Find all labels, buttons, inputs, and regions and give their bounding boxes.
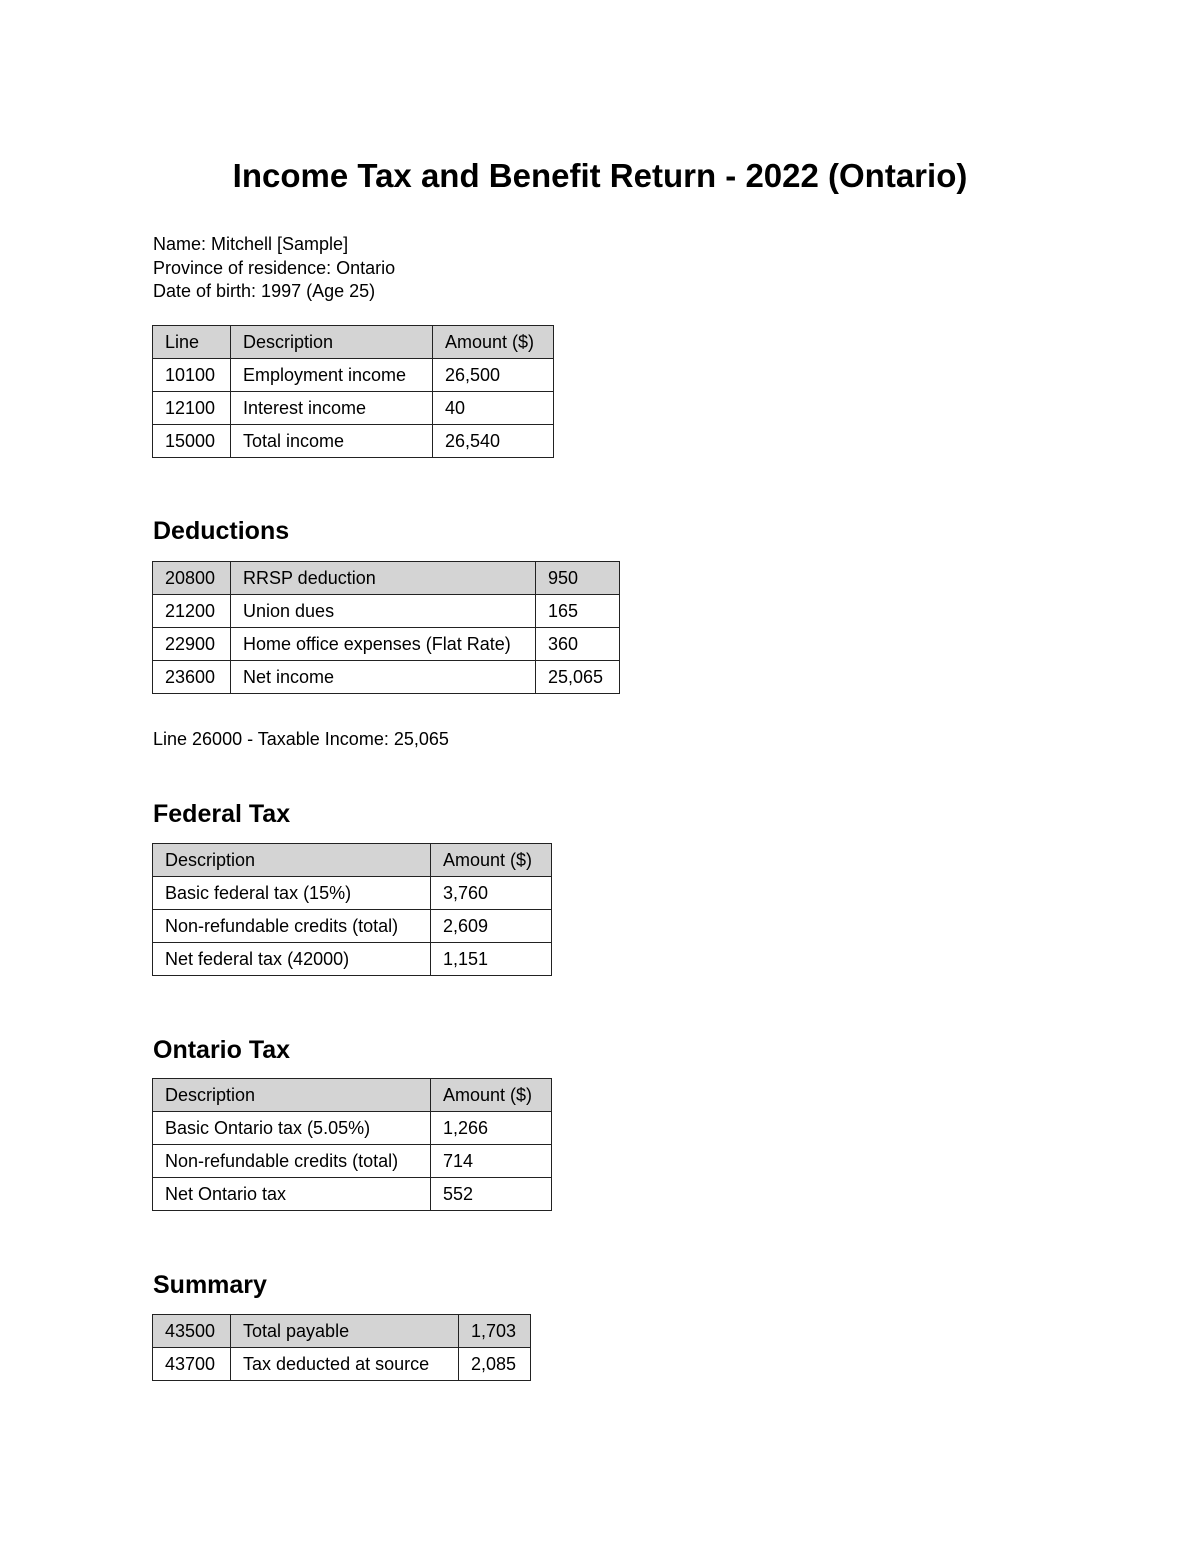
amount-cell: 1,703 [459,1315,531,1348]
taxpayer-info [153,233,395,304]
table-row [153,1348,531,1381]
table-row [153,1178,552,1211]
table-row [153,359,554,392]
line-number-cell: 10100 [153,359,231,392]
table-header-row [153,326,554,359]
column-header: Amount ($) [433,326,554,359]
table-header-row [153,844,552,877]
date-of-birth: Date of birth: 1997 (Age 25) [153,281,376,301]
amount-cell: 3,760 [431,877,552,910]
taxpayer-name: Name: Mitchell [Sample] [153,234,349,254]
line-number-cell: 43700 [153,1348,231,1381]
description-cell: Net federal tax (42000) [153,943,431,976]
amount-cell: 552 [431,1178,552,1211]
province-of-residence: Province of residence: Ontario [153,257,396,278]
amount-cell: 950 [536,562,620,595]
deductions-heading: Deductions [153,517,290,545]
summary-heading: Summary [153,1271,267,1299]
table-row [153,562,620,595]
description-cell: Interest income [231,392,433,425]
description-cell: Net Ontario tax [153,1178,431,1211]
amount-cell: 26,500 [433,359,554,392]
table-row [153,595,620,628]
amount-cell: 360 [536,628,620,661]
table-row [153,877,552,910]
page-title: Income Tax and Benefit Return - 2022 (Ontario) [232,157,968,194]
table-row [153,425,554,458]
description-cell: Non-refundable credits (total) [153,1145,431,1178]
table-row [153,1145,552,1178]
line-number-cell: 43500 [153,1315,231,1348]
table-header-row [153,1079,552,1112]
column-header: Description [153,1079,431,1112]
description-cell: RRSP deduction [231,562,536,595]
amount-cell: 2,085 [459,1348,531,1381]
table-row [153,628,620,661]
table-row [153,661,620,694]
amount-cell: 1,151 [431,943,552,976]
amount-cell: 40 [433,392,554,425]
ontario-tax-table [152,1078,552,1211]
column-header: Description [231,326,433,359]
amount-cell: 26,540 [433,425,554,458]
table-row [153,910,552,943]
description-cell: Basic Ontario tax (5.05%) [153,1112,431,1145]
table-row [153,392,554,425]
amount-cell: 2,609 [431,910,552,943]
amount-cell: 1,266 [431,1112,552,1145]
table-row [153,943,552,976]
column-header: Description [153,844,431,877]
federal-tax-heading: Federal Tax [153,800,291,828]
description-cell: Home office expenses (Flat Rate) [231,628,536,661]
table-row [153,1112,552,1145]
ontario-tax-heading: Ontario Tax [153,1036,291,1064]
description-cell: Total payable [231,1315,459,1348]
line-number-cell: 23600 [153,661,231,694]
description-cell: Basic federal tax (15%) [153,877,431,910]
federal-tax-table [152,843,552,976]
amount-cell: 25,065 [536,661,620,694]
line-number-cell: 12100 [153,392,231,425]
line-number-cell: 15000 [153,425,231,458]
description-cell: Employment income [231,359,433,392]
taxable-income-note: Line 26000 - Taxable Income: 25,065 [153,729,449,749]
column-header: Line [153,326,231,359]
table-row [153,1315,531,1348]
line-number-cell: 22900 [153,628,231,661]
line-number-cell: 21200 [153,595,231,628]
amount-cell: 714 [431,1145,552,1178]
column-header: Amount ($) [431,844,552,877]
deductions-table [152,561,620,694]
description-cell: Non-refundable credits (total) [153,910,431,943]
description-cell: Total income [231,425,433,458]
description-cell: Net income [231,661,536,694]
line-number-cell: 20800 [153,562,231,595]
summary-table [152,1314,531,1381]
column-header: Amount ($) [431,1079,552,1112]
amount-cell: 165 [536,595,620,628]
income-table [152,325,554,458]
description-cell: Tax deducted at source [231,1348,459,1381]
description-cell: Union dues [231,595,536,628]
